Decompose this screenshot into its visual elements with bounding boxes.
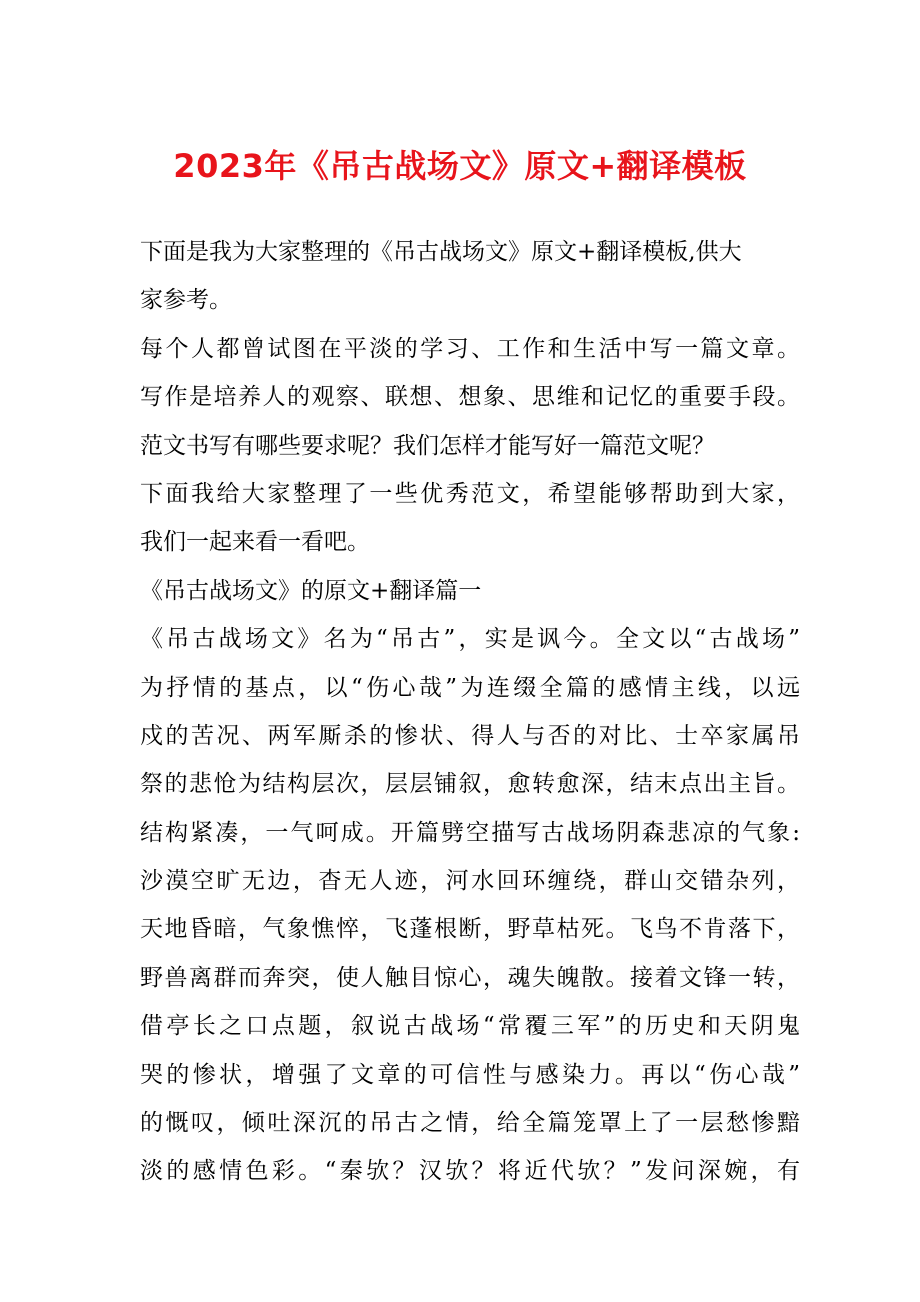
paragraph-line: 每个人都曾试图在平淡的学习、工作和生活中写一篇文章。 [140, 335, 800, 362]
paragraph-line: 野兽离群而奔突，使人触目惊心，魂失魄散。接着文锋一转， [140, 964, 800, 991]
paragraph-line: 祭的悲怆为结构层次，层层铺叙，愈转愈深，结末点出主旨。 [140, 771, 800, 798]
paragraph-line: 下面我给大家整理了一些优秀范文，希望能够帮助到大家， [140, 480, 800, 507]
paragraph-line: 借亭长之口点题，叙说古战场“常覆三军”的历史和天阴鬼 [140, 1013, 800, 1040]
paragraph-line: 家参考。 [140, 287, 232, 314]
paragraph-line: 结构紧凑，一气呵成。开篇劈空描写古战场阴森悲凉的气象: [140, 819, 800, 846]
paragraph-line: 天地昏暗，气象憔悴，飞蓬根断，野草枯死。飞鸟不肯落下， [140, 916, 800, 943]
paragraph-line: 写作是培养人的观察、联想、想象、思维和记忆的重要手段。 [140, 384, 800, 411]
paragraph-line: 为抒情的基点，以“伤心哉”为连缀全篇的感情主线，以远 [140, 674, 800, 701]
paragraph-line: 《吊古战场文》名为“吊古”，实是讽今。全文以“古战场” [140, 626, 800, 653]
document-title: 2023年《吊古战场文》原文+翻译模板 [173, 147, 747, 185]
paragraph-line: 的慨叹，倾吐深沉的吊古之情，给全篇笼罩上了一层愁惨黯 [140, 1110, 800, 1137]
paragraph-line: 哭的惨状，增强了文章的可信性与感染力。再以“伤心哉” [140, 1061, 800, 1088]
document-body [140, 228, 800, 1196]
paragraph-line: 下面是我为大家整理的《吊古战场文》原文+翻译模板,供大 [140, 239, 742, 265]
section-heading: 《吊古战场文》的原文+翻译篇一 [140, 577, 482, 604]
paragraph-line: 范文书写有哪些要求呢？我们怎样才能写好一篇范文呢？ [140, 432, 715, 459]
paragraph-line: 戍的苦况、两军厮杀的惨状、得人与否的对比、士卒家属吊 [140, 722, 800, 749]
paragraph-line: 沙漠空旷无边，杳无人迹，河水回环缠绕，群山交错杂列， [140, 868, 800, 895]
paragraph-line: 淡的感情色彩。“秦欤？汉欤？将近代欤？”发问深婉，有 [140, 1158, 800, 1185]
paragraph-line: 我们一起来看一看吧。 [140, 529, 370, 556]
